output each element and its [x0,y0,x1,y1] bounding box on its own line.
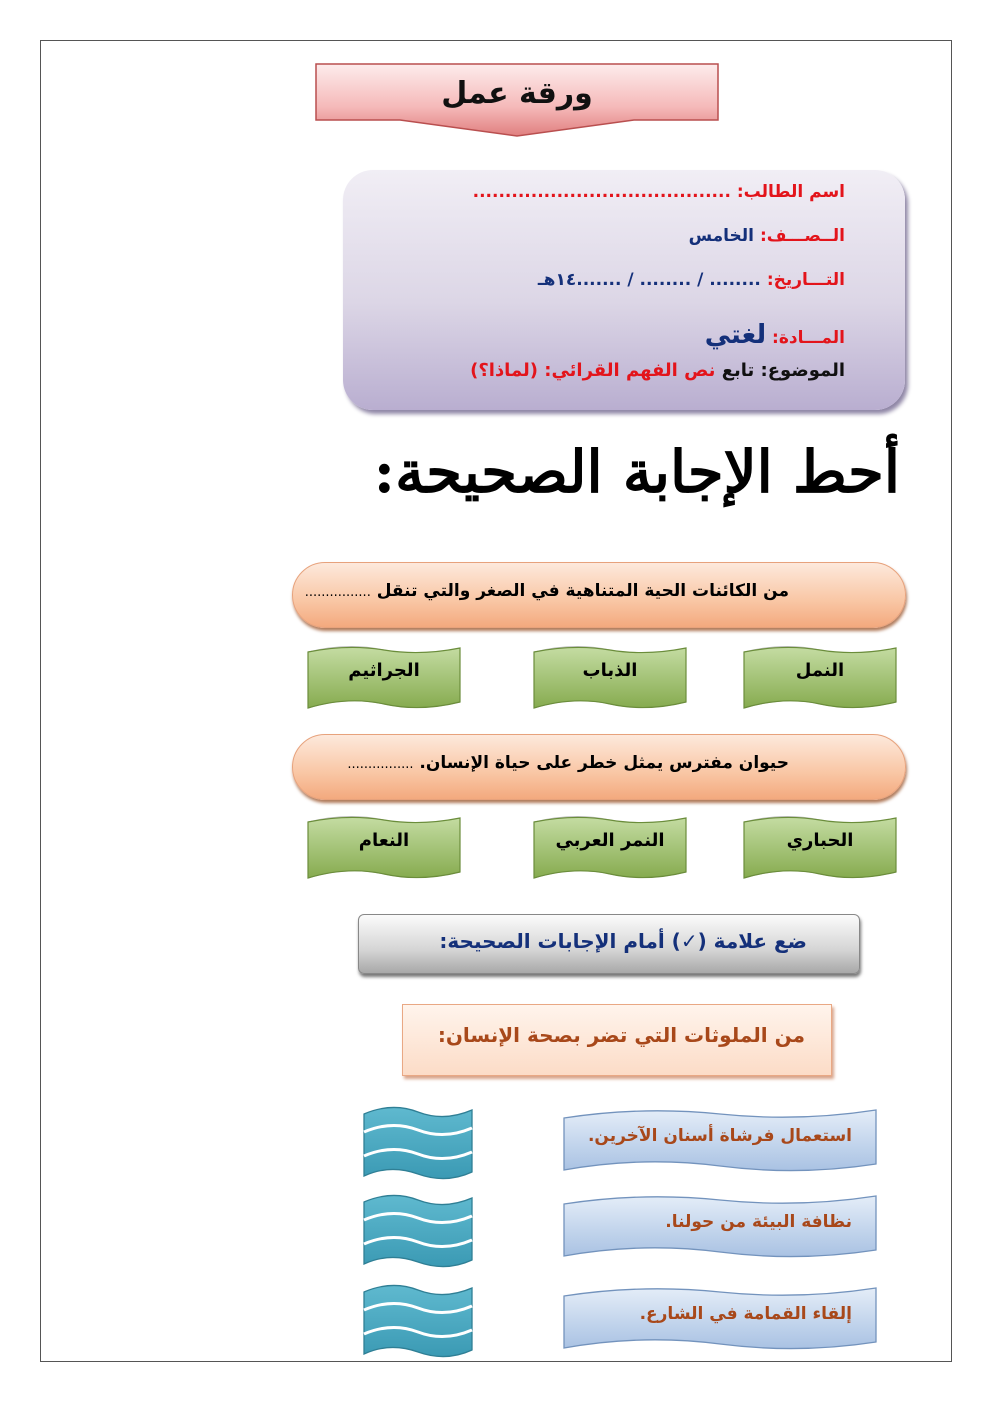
student-name-label: اسم الطالب: [736,182,845,202]
option-label: الحباري [786,830,854,851]
exercise-heading: أحط الإجابة الصحيحة: [373,438,900,506]
answer-box-1[interactable] [360,1102,476,1184]
statement-2-text: نظافة البيئة من حولنا. [665,1212,852,1232]
student-name-row [473,182,845,202]
instruction-text: ضع علامة (✓) أمام الإجابات الصحيحة: [439,929,807,953]
date-label: التـــاريخ: [766,270,845,290]
class-row [689,226,845,246]
question-2-blank[interactable]: ................ [347,757,414,772]
topic-row [470,360,845,381]
question-1-option-1[interactable] [740,642,900,720]
instruction-box [358,914,860,974]
option-label: النمر العربي [555,830,665,851]
statement-3-text: إلقاء القمامة في الشارع. [639,1304,852,1324]
question-2-option-2[interactable] [530,812,690,890]
subject-label: المـــادة: [772,328,845,348]
question-2-text [347,753,789,773]
option-label: النعام [358,830,410,851]
question-1-blank[interactable]: ................ [304,585,371,600]
worksheet-title: ورقة عمل [441,76,593,111]
option-label: الجراثيم [348,660,420,681]
question-1-statement: من الكائنات الحية المتناهية في الصغر والتي تنقل [376,581,789,601]
pollutants-title-box [402,1004,832,1076]
topic-label: الموضوع: تابع [721,360,845,381]
question-2-option-3[interactable] [304,812,464,890]
title-banner [314,62,720,138]
student-info-box [343,170,905,410]
statement-1-text: استعمال فرشاة أسنان الآخرين. [587,1126,852,1146]
option-label: النمل [795,660,845,681]
pollutants-title: من الملوثات التي تضر بصحة الإنسان: [437,1023,805,1047]
class-label: الــصـــف: [759,226,845,246]
question-2-oval [292,734,906,800]
date-value[interactable]: ........ / ........ / .......١٤هـ [537,270,761,290]
question-1-option-3[interactable] [304,642,464,720]
answer-box-2[interactable] [360,1190,476,1272]
date-row [538,270,845,290]
question-2-statement: حيوان مفترس يمثل خطر على حياة الإنسان. [419,753,789,773]
topic-value: نص الفهم القرائي: (لماذا؟) [470,360,716,381]
class-value: الخامس [688,226,755,246]
subject-row [705,320,845,350]
answer-box-3[interactable] [360,1280,476,1362]
question-2-option-1[interactable] [740,812,900,890]
student-name-blank[interactable]: ........................................ [472,182,731,202]
statement-3 [562,1284,878,1354]
subject-value: لغتي [704,320,767,350]
statement-1 [562,1106,878,1176]
statement-2 [562,1192,878,1262]
question-1-oval [292,562,906,628]
option-label: الذباب [582,660,638,681]
question-1-text [305,581,789,601]
question-1-option-2[interactable] [530,642,690,720]
